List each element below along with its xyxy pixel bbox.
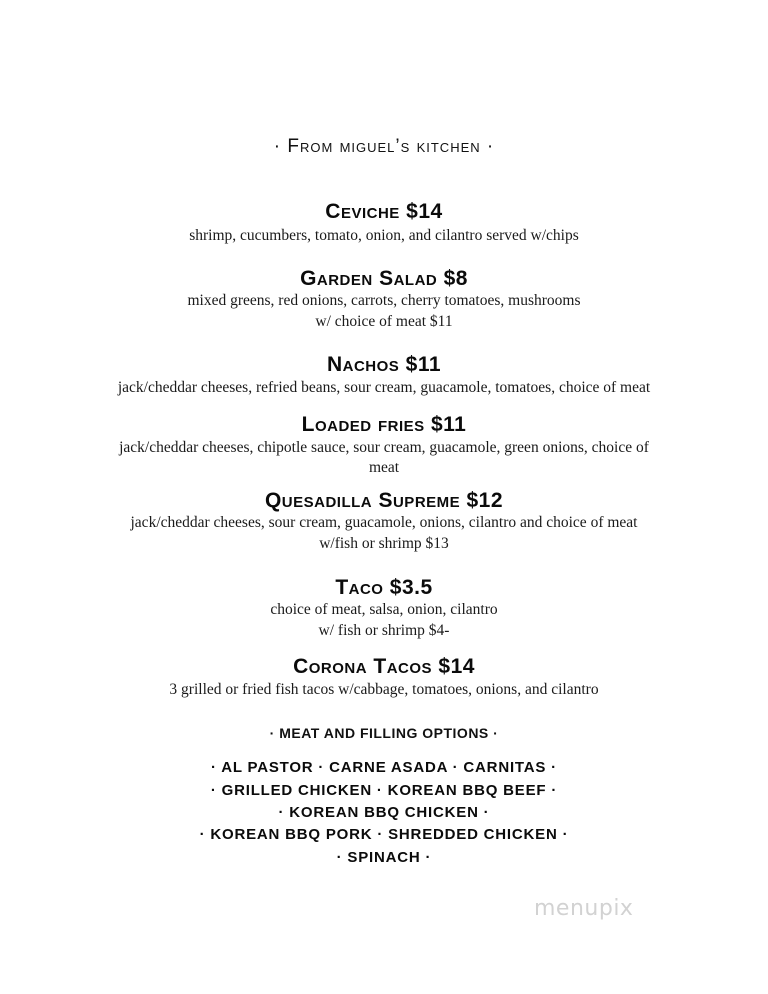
section-heading: · From miguel’s kitchen · <box>273 136 495 157</box>
item-title-taco: Taco $3.5 <box>335 576 433 599</box>
item-desc-quesadilla: jack/cheddar cheeses, sour cream, guacamole, onions, cilantro and choice of meat <box>130 514 638 531</box>
menupix-watermark: menupix <box>534 896 634 921</box>
item-desc2-garden-salad: w/ choice of meat $11 <box>315 313 453 330</box>
item-desc2-taco: w/ fish or shrimp $4- <box>318 622 450 639</box>
options-heading: · MEAT AND FILLING OPTIONS · <box>269 725 499 741</box>
item-desc2-quesadilla: w/fish or shrimp $13 <box>319 535 449 552</box>
item-desc2-loaded-fries: meat <box>368 459 400 476</box>
item-desc-taco: choice of meat, salsa, onion, cilantro <box>270 601 498 618</box>
item-desc-corona-tacos: 3 grilled or fried fish tacos w/cabbage, tomatoes, onions, and cilantro <box>169 681 599 698</box>
options-line: · KOREAN BBQ PORK · SHREDDED CHICKEN · <box>199 826 569 843</box>
item-desc-ceviche: shrimp, cucumbers, tomato, onion, and cilantro served w/chips <box>189 227 579 244</box>
item-title-loaded-fries: Loaded fries $11 <box>301 413 467 436</box>
options-line: · AL PASTOR · CARNE ASADA · CARNITAS · <box>211 759 557 776</box>
item-title-corona-tacos: Corona Tacos $14 <box>293 655 475 678</box>
item-desc-loaded-fries: jack/cheddar cheeses, chipotle sauce, sour cream, guacamole, green onions, choice of <box>119 439 649 456</box>
item-title-garden-salad: Garden Salad $8 <box>300 267 468 290</box>
options-line: · SPINACH · <box>336 849 432 866</box>
options-line: · KOREAN BBQ CHICKEN · <box>278 804 490 821</box>
item-desc-nachos: jack/cheddar cheeses, refried beans, sour cream, guacamole, tomatoes, choice of meat <box>117 379 651 396</box>
item-title-nachos: Nachos $11 <box>326 353 442 376</box>
item-title-quesadilla: Quesadilla Supreme $12 <box>264 489 504 512</box>
options-line: · GRILLED CHICKEN · KOREAN BBQ BEEF · <box>210 782 558 799</box>
item-title-ceviche: Ceviche $14 <box>325 200 443 223</box>
item-desc-garden-salad: mixed greens, red onions, carrots, cherry tomatoes, mushrooms <box>187 292 581 309</box>
